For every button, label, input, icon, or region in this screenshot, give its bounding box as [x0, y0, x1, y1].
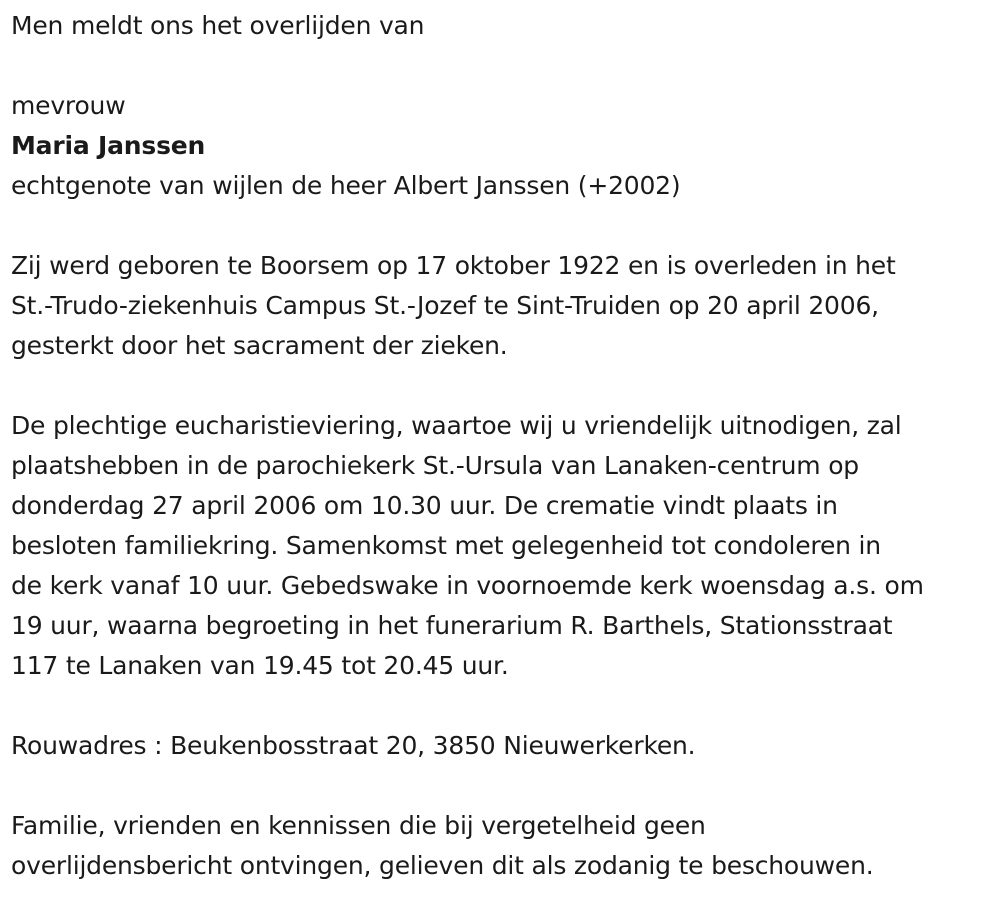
spacer [11, 46, 996, 86]
deceased-name: Maria Janssen [11, 131, 206, 160]
notice-relation: echtgenote van wijlen de heer Albert Janssen (+2002) [11, 171, 681, 200]
notice-address: Rouwadres : Beukenbosstraat 20, 3850 Nieuwerkerken. [11, 731, 696, 760]
spacer [11, 206, 996, 246]
notice-closing: Familie, vrienden en kennissen die bij vergetelheid geen overlijdensbericht ontvingen, gelieven dit als zodanig te beschouwen. [11, 811, 874, 880]
notice-birth-death: Zij werd geboren te Boorsem op 17 oktober 1922 en is overleden in het St.-Trudo-ziekenhuis Campus St.-Jozef te Sint-Truiden op 20 april 2006, gesterkt door het sacrament der zieken. [11, 251, 896, 360]
notice-ceremony: De plechtige eucharistieviering, waartoe wij u vriendelijk uitnodigen, zal plaatshebben in de parochiekerk St.-Ursula van Lanaken-centrum op donderdag 27 april 2006 om 10.30 uur. De crematie vindt plaats in besloten familiekring. Samenkomst met gelegenheid tot condoleren in de kerk vanaf 10 uur. Gebedswake in voornoemde kerk woensdag a.s. om 19 uur, waarna begroeting in het funerarium R. Barthels, Stationsstraat 117 te Lanaken van 19.45 tot 20.45 uur. [11, 411, 924, 680]
spacer [11, 366, 996, 406]
spacer [11, 766, 996, 806]
notice-intro: Men meldt ons het overlijden van [11, 11, 425, 40]
notice-salutation: mevrouw [11, 91, 126, 120]
spacer [11, 686, 996, 726]
death-notice [11, 6, 996, 886]
